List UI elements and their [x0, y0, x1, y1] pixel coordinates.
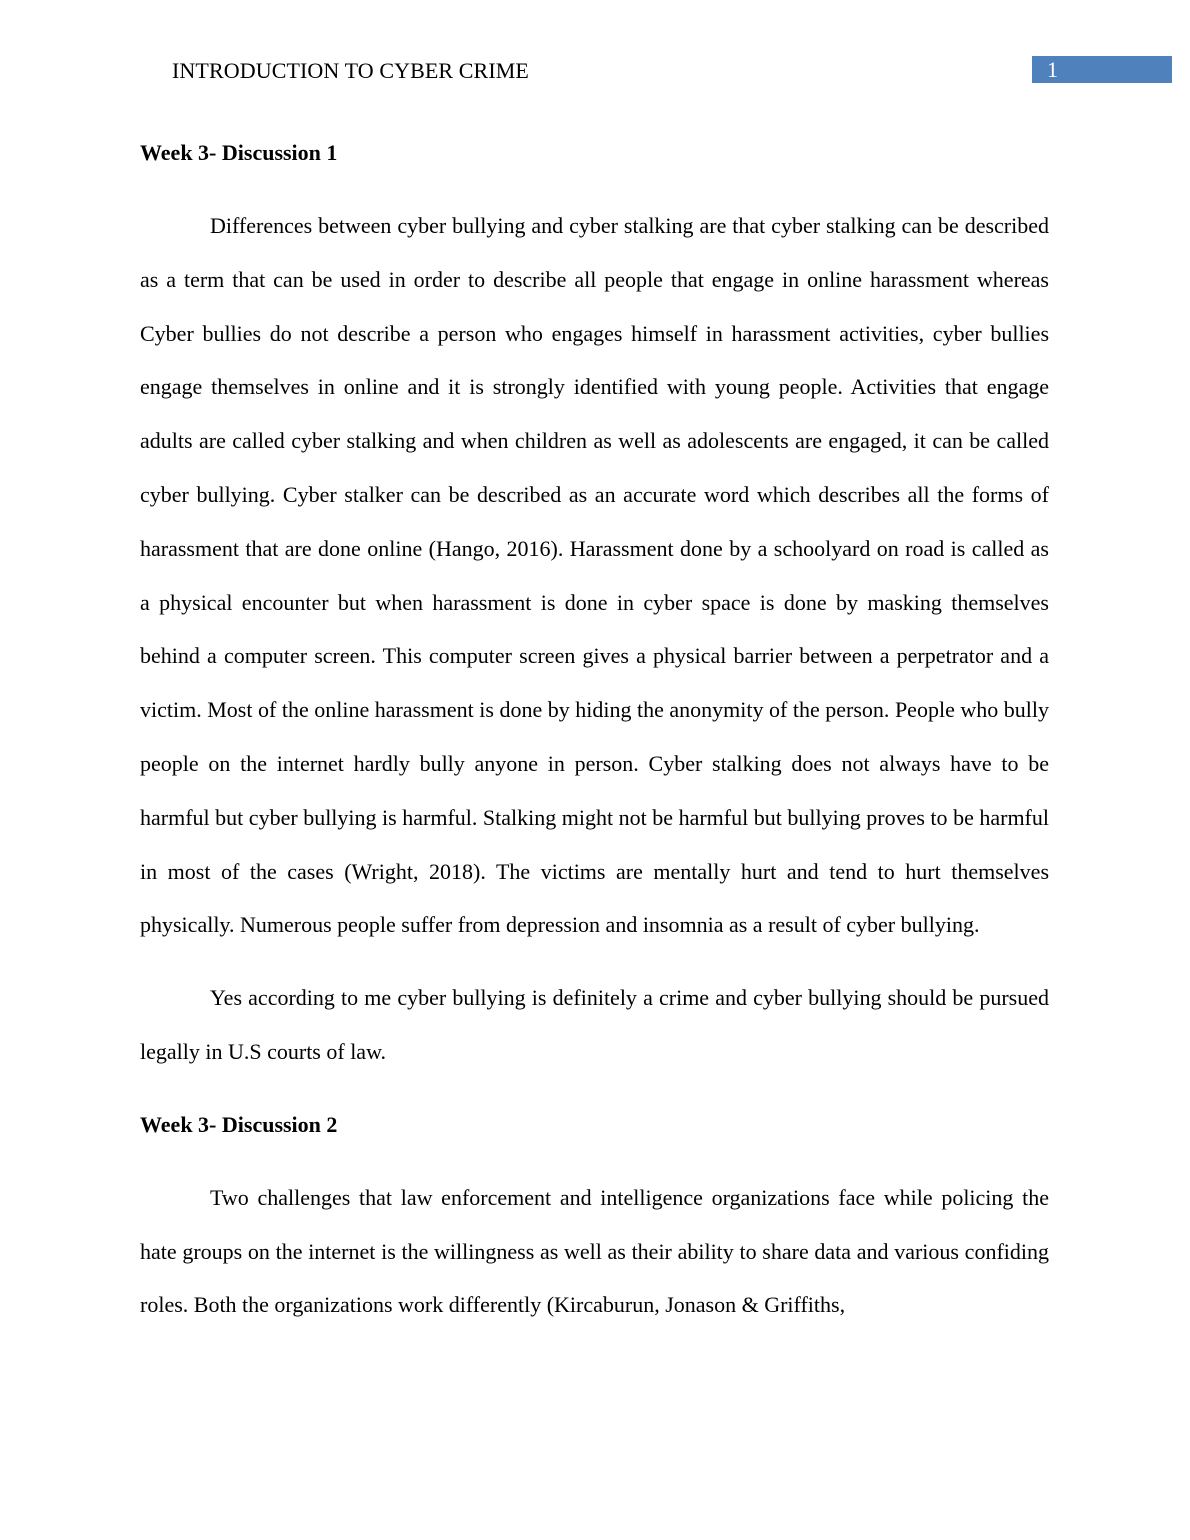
body-paragraph: Differences between cyber bullying and cyber stalking are that cyber stalking can be described as a term that can be used in order to describe all people that engage in online harassment whereas Cyber bullies do not describe a person who engages himself in harassment activities, cyber bullies engage themselves in online and it is strongly identified with young people. Activities that engage adults are called cyber stalking and when children as well as adolescents are engaged, it can be called cyber bullying. Cyber stalker can be described as an accurate word which describes all the forms of harassment that are done online (Hango, 2016). Harassment done by a schoolyard on road is called as a physical encounter but when harassment is done in cyber space is done by masking themselves behind a computer screen. This computer screen gives a physical barrier between a perpetrator and a victim. Most of the online harassment is done by hiding the anonymity of the person. People who bully people on the internet hardly bully anyone in person. Cyber stalking does not always have to be harmful but cyber bullying is harmful. Stalking might not be harmful but bullying proves to be harmful in most of the cases (Wright, 2018). The victims are mentally hurt and tend to hurt themselves physically. Numerous people suffer from depression and insomnia as a result of cyber bullying. — [140, 213, 1049, 938]
page-number-box — [1032, 56, 1172, 83]
section-heading: Week 3- Discussion 1 — [140, 140, 338, 165]
body-paragraph: Yes according to me cyber bullying is definitely a crime and cyber bullying should be pursued legally in U.S courts of law. — [140, 985, 1049, 1064]
running-head: INTRODUCTION TO CYBER CRIME — [172, 58, 529, 83]
section-heading: Week 3- Discussion 2 — [140, 1111, 338, 1137]
body-paragraph: Two challenges that law enforcement and intelligence organizations face while policing the hate groups on the internet is the willingness as well as their ability to share data and various confiding roles. Both the organizations work differently (Kircaburun, Jonason & Griffiths, — [140, 1184, 1049, 1318]
page-number: 1 — [1047, 57, 1058, 82]
document-body — [140, 126, 1049, 1351]
